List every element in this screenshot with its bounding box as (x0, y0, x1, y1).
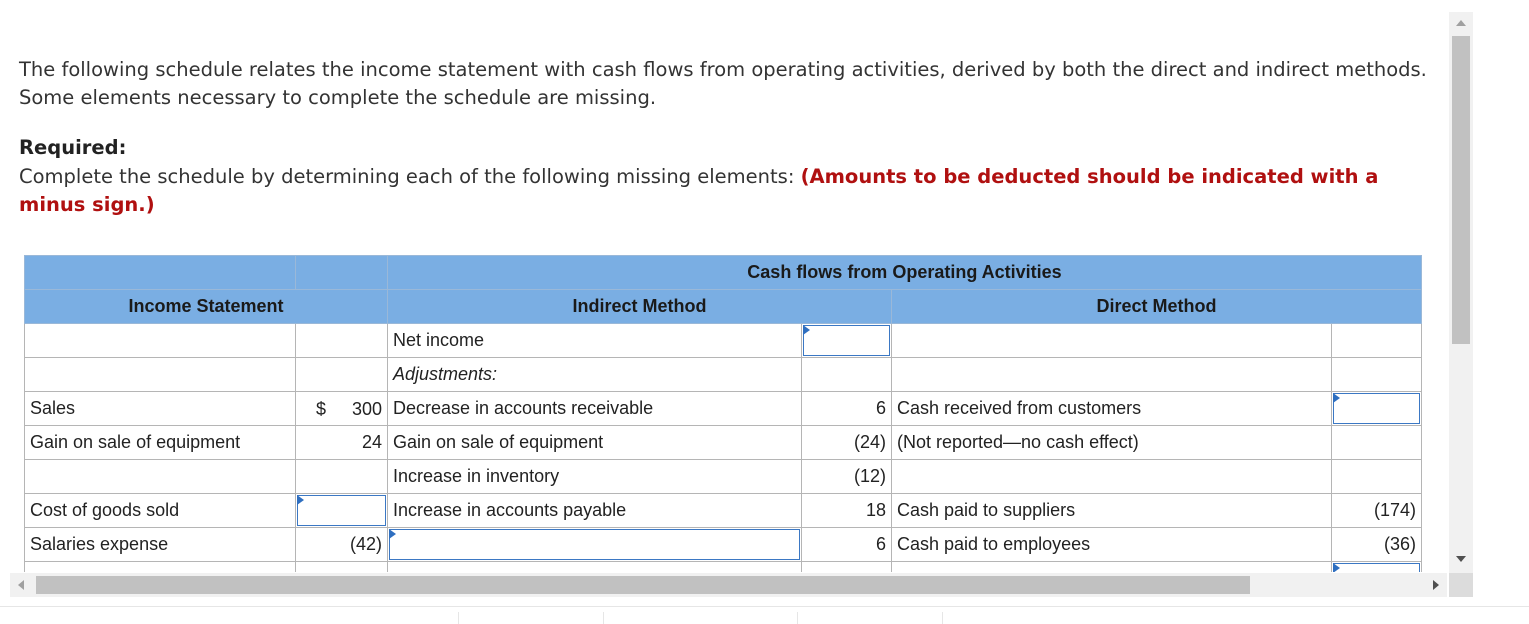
indirect-label-net-income: Net income (388, 324, 802, 358)
header-cash-flows: Cash flows from Operating Activities (388, 256, 1422, 290)
currency-symbol: $ (316, 399, 327, 419)
direct-value-next-cell (1332, 562, 1422, 573)
divider (0, 606, 1529, 607)
direct-label-not-reported: (Not reported—no cash effect) (892, 426, 1332, 460)
header-blank (25, 256, 296, 290)
is-value-salaries: (42) (296, 528, 388, 562)
net-income-input[interactable] (803, 325, 890, 356)
indirect-label-ap: Increase in accounts payable (388, 494, 802, 528)
is-value-cell (296, 358, 388, 392)
salaries-adjustment-input[interactable] (389, 529, 800, 560)
direct-label-cell (892, 358, 1332, 392)
is-label-sales: Sales (25, 392, 296, 426)
direct-label-suppliers: Cash paid to suppliers (892, 494, 1332, 528)
is-value-sales (296, 392, 388, 426)
indirect-value-ap: 18 (802, 494, 892, 528)
direct-label-customers: Cash received from customers (892, 392, 1332, 426)
required-text: Complete the schedule by determining each of the following missing elements: (19, 165, 801, 188)
direct-label-cell (892, 324, 1332, 358)
vertical-scroll-thumb[interactable] (1452, 36, 1470, 344)
direct-value-cell (1332, 358, 1422, 392)
indirect-value-gain: (24) (802, 426, 892, 460)
indirect-value-inventory: (12) (802, 460, 892, 494)
direct-value-employees: (36) (1332, 528, 1422, 562)
is-label-cell (25, 460, 296, 494)
direct-value-cell (1332, 426, 1422, 460)
indirect-label-ar: Decrease in accounts receivable (388, 392, 802, 426)
cogs-input[interactable] (297, 495, 386, 526)
required-instructions (19, 163, 1434, 219)
table-row (25, 426, 1422, 460)
intro-text: The following schedule relates the income statement with cash flows from operating activities, derived by both the direct and indirect methods. Some elements necessary to complete the schedule are missing. (19, 58, 1427, 109)
is-value-cell (296, 562, 388, 573)
horizontal-scroll-thumb[interactable] (36, 576, 1250, 594)
table-row (25, 528, 1422, 562)
is-value-cell (296, 324, 388, 358)
is-label-gain: Gain on sale of equipment (25, 426, 296, 460)
indirect-value-ar: 6 (802, 392, 892, 426)
table-row (25, 358, 1422, 392)
header-blank (296, 256, 388, 290)
is-value-cell (296, 460, 388, 494)
table-row (25, 494, 1422, 528)
input-flag-icon (1333, 393, 1340, 403)
direct-label-cell (892, 562, 1332, 573)
input-flag-icon (803, 325, 810, 335)
required-heading: Required: (19, 136, 127, 159)
direct-label-cell (892, 460, 1332, 494)
table-row (25, 562, 1422, 573)
input-flag-icon (297, 495, 304, 505)
is-label-cell (25, 562, 296, 573)
indirect-label-inventory: Increase in inventory (388, 460, 802, 494)
input-flag-icon (389, 529, 396, 539)
header-indirect-method: Indirect Method (388, 290, 892, 324)
header-income-statement: Income Statement (25, 290, 388, 324)
direct-value-cell (1332, 324, 1422, 358)
scroll-left-arrow-icon[interactable] (18, 580, 24, 590)
divider (603, 612, 604, 624)
salaries-adjustment-cell (388, 528, 802, 562)
minus-sign-note: (Amounts to be deducted should be indicated with a minus sign.) (19, 165, 1379, 216)
direct-value-suppliers: (174) (1332, 494, 1422, 528)
direct-value-cell (1332, 460, 1422, 494)
cash-received-cell (1332, 392, 1422, 426)
scroll-down-arrow-icon[interactable] (1456, 556, 1466, 562)
header-row-sub (25, 290, 1422, 324)
divider (797, 612, 798, 624)
is-label-cell (25, 358, 296, 392)
header-direct-method: Direct Method (892, 290, 1422, 324)
table-row (25, 460, 1422, 494)
input-flag-icon (1333, 563, 1340, 572)
indirect-label-cell (388, 562, 802, 573)
net-income-cell (802, 324, 892, 358)
header-row-top (25, 256, 1422, 290)
cogs-cell (296, 494, 388, 528)
sales-amount: 300 (351, 399, 382, 419)
indirect-value-cell (802, 562, 892, 573)
cash-received-input[interactable] (1333, 393, 1420, 424)
scroll-right-arrow-icon[interactable] (1433, 580, 1439, 590)
is-value-gain: 24 (296, 426, 388, 460)
is-label-cell (25, 324, 296, 358)
table-row (25, 392, 1422, 426)
scrollbar-corner (1449, 573, 1473, 597)
table-row (25, 324, 1422, 358)
indirect-label-adjustments: Adjustments: (388, 358, 802, 392)
indirect-value-cell (802, 358, 892, 392)
divider (942, 612, 943, 624)
direct-label-employees: Cash paid to employees (892, 528, 1332, 562)
cash-flow-schedule (24, 255, 1422, 572)
indirect-value-salaries: 6 (802, 528, 892, 562)
indirect-label-gain: Gain on sale of equipment (388, 426, 802, 460)
divider (458, 612, 459, 624)
direct-value-next-input[interactable] (1333, 563, 1420, 572)
is-label-cogs: Cost of goods sold (25, 494, 296, 528)
scroll-up-arrow-icon[interactable] (1456, 20, 1466, 26)
is-label-salaries: Salaries expense (25, 528, 296, 562)
